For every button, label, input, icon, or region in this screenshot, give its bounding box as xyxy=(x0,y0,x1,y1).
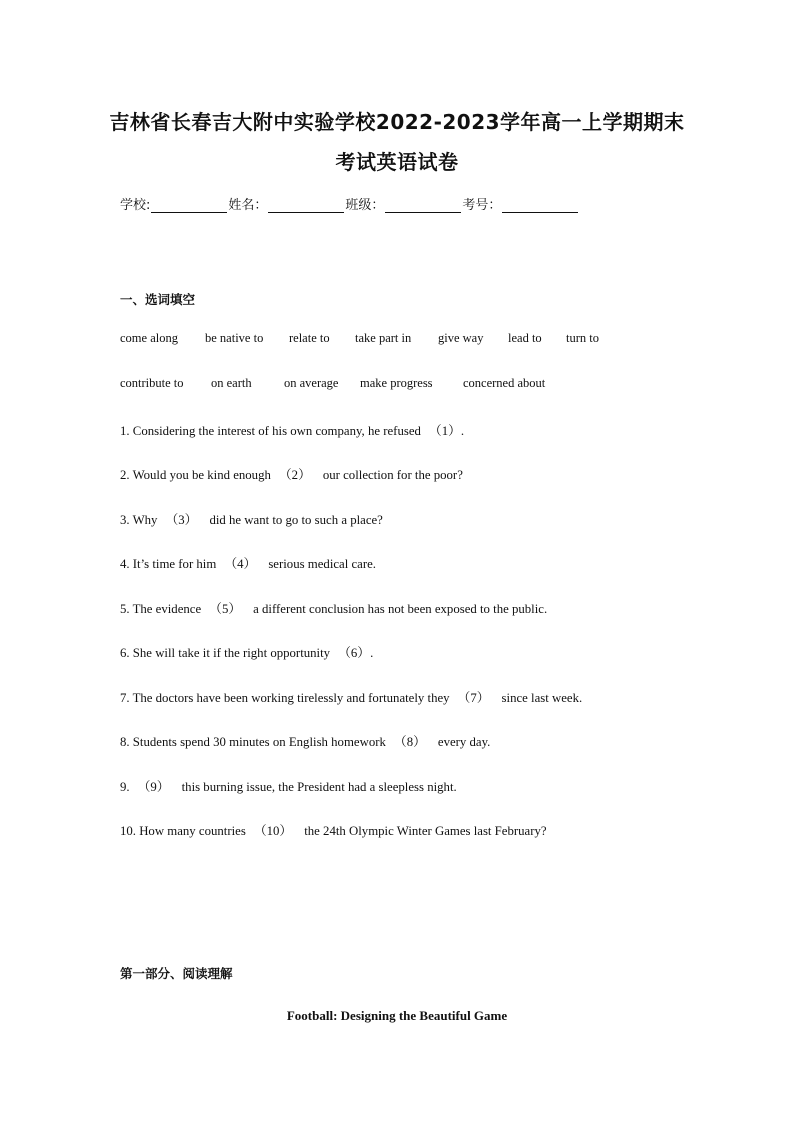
question-text: 9. xyxy=(120,780,130,794)
question-text-tail: a different conclusion has not been exposed to the public. xyxy=(253,602,548,616)
school-label: 学校: xyxy=(120,198,151,213)
question-text-tail: the 24th Olympic Winter Games last February? xyxy=(304,824,547,838)
question-text-tail: our collection for the poor? xyxy=(322,468,463,482)
answer-blank-4[interactable]: （4） xyxy=(224,557,257,571)
answer-blank-2[interactable]: （2） xyxy=(278,468,311,482)
question-text: 1. Considering the interest of his own company, he refused xyxy=(120,424,421,438)
word-bank-item: be native to xyxy=(205,331,264,345)
exam-no-label: 考号： xyxy=(462,198,502,213)
word-bank-item: take part in xyxy=(355,331,412,345)
word-bank-item: concerned about xyxy=(463,376,546,390)
answer-blank-9[interactable]: （9） xyxy=(137,780,170,794)
question-7 xyxy=(120,687,582,706)
question-text: 6. She will take it if the right opportunity xyxy=(120,646,331,660)
word-bank-item: give way xyxy=(438,331,484,345)
question-text-tail: . xyxy=(370,646,374,660)
question-text: 4. It’s time for him xyxy=(120,557,217,571)
question-text: 8. Students spend 30 minutes on English homework xyxy=(120,735,386,749)
word-bank-item: on earth xyxy=(211,376,252,390)
question-text-tail: every day. xyxy=(437,735,491,749)
word-bank-item: relate to xyxy=(289,331,330,345)
word-bank-item: on average xyxy=(284,376,339,390)
answer-blank-8[interactable]: （8） xyxy=(393,735,426,749)
section1-heading: 一、选词填空 xyxy=(120,292,196,307)
answer-blank-3[interactable]: （3） xyxy=(165,513,198,527)
question-9 xyxy=(120,776,457,795)
student-info-line xyxy=(120,194,579,213)
answer-blank-6[interactable]: （6） xyxy=(338,646,371,660)
name-blank[interactable] xyxy=(268,198,344,213)
question-1 xyxy=(120,420,464,439)
class-label: 班级： xyxy=(345,198,385,213)
word-bank-item: lead to xyxy=(508,331,542,345)
question-text: 10. How many countries xyxy=(120,824,246,838)
exam-title-line2: 考试英语试卷 xyxy=(335,150,459,174)
word-bank-item: contribute to xyxy=(120,376,184,390)
passage-title: Football: Designing the Beautiful Game xyxy=(286,1008,508,1023)
question-6 xyxy=(120,642,373,661)
question-text: 2. Would you be kind enough xyxy=(120,468,271,482)
school-blank[interactable] xyxy=(151,198,227,213)
answer-blank-1[interactable]: （1） xyxy=(428,424,461,438)
question-text-tail: serious medical care. xyxy=(268,557,376,571)
question-5 xyxy=(120,598,547,617)
question-text-tail: since last week. xyxy=(501,691,583,705)
exam-title-line1: 吉林省长春吉大附中实验学校2022-2023学年高一上学期期末 xyxy=(109,110,685,134)
answer-blank-7[interactable]: （7） xyxy=(457,691,490,705)
question-text: 5. The evidence xyxy=(120,602,202,616)
word-bank-item: come along xyxy=(120,331,178,345)
question-3 xyxy=(120,509,383,528)
question-8 xyxy=(120,731,490,750)
question-text-tail: did he want to go to such a place? xyxy=(209,513,383,527)
exam-no-blank[interactable] xyxy=(502,198,578,213)
question-text: 7. The doctors have been working tirelessly and fortunately they xyxy=(120,691,450,705)
word-bank-item: turn to xyxy=(566,331,599,345)
question-2 xyxy=(120,464,463,483)
name-label: 姓名： xyxy=(228,198,268,213)
question-text-tail: this burning issue, the President had a sleepless night. xyxy=(181,780,457,794)
answer-blank-5[interactable]: （5） xyxy=(209,602,242,616)
question-4 xyxy=(120,553,376,572)
question-text-tail: . xyxy=(460,424,465,438)
answer-blank-10[interactable]: （10） xyxy=(253,824,293,838)
question-10 xyxy=(120,820,547,839)
class-blank[interactable] xyxy=(385,198,461,213)
word-bank-item: make progress xyxy=(360,376,433,390)
question-text: 3. Why xyxy=(120,513,158,527)
section2-heading: 第一部分、阅读理解 xyxy=(120,966,233,981)
